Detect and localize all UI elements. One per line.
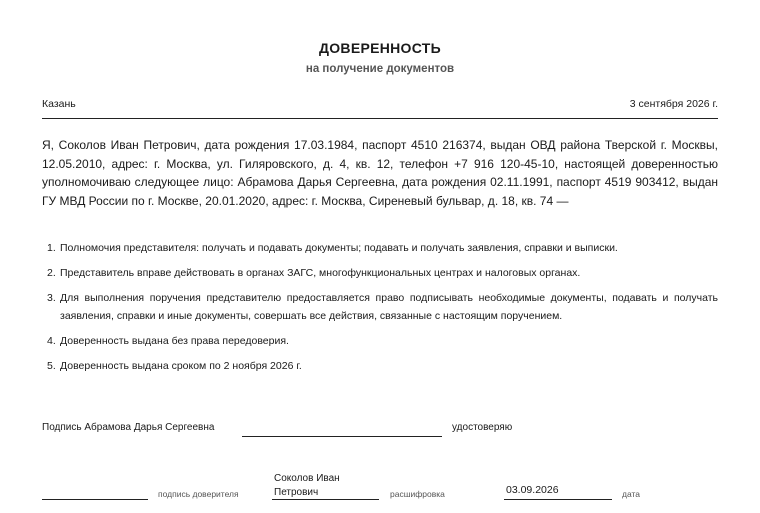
representative-signature-line: [242, 436, 442, 437]
list-item-number: 3.: [47, 292, 56, 304]
list-item-text: Доверенность выдана сроком по 2 ноября 2026 г.: [60, 360, 302, 372]
date-caption: дата: [622, 489, 641, 499]
decode-line: [272, 499, 379, 500]
list-item-number: 2.: [47, 267, 56, 279]
list-item: [42, 332, 718, 350]
decode-line2: Петрович: [274, 487, 319, 498]
list-item-number: 5.: [47, 360, 56, 372]
list-item-number: 1.: [47, 242, 56, 254]
list-item: [42, 264, 718, 282]
list-item: [42, 289, 718, 325]
signature-decode: [274, 472, 340, 500]
decode-caption: расшифровка: [390, 489, 445, 499]
header-rule: [42, 118, 718, 119]
city: Казань: [42, 98, 76, 110]
document-subtitle: на получение документов: [305, 63, 455, 75]
document-title: ДОВЕРЕННОСТЬ: [318, 40, 442, 56]
intro-paragraph: Я, Соколов Иван Петрович, дата рождения 17.03.1984, паспорт 4510 216374, выдан ОВД района Тверской г. Москвы, 12.05.2010, адрес: г. Москва, ул. Гиляровского, д. 4, кв. 12, телефон +7 916 120-45-10, настоящей доверенностью уполномочиваю следующее лицо: Абрамова Дарья Сергеевна, дата рождения 02.11.1991, паспорт 4519 903412, выдан ГУ МВД России по г. Москве, 20.01.2020, адрес: г. Москва, Сиреневый бульвар, д. 18, кв. 74 —: [42, 138, 718, 208]
list-item-text: Представитель вправе действовать в органах ЗАГС, многофункциональных центрах и налоговых органах.: [60, 267, 581, 279]
principal-signature-line: [42, 499, 148, 500]
list-item-number: 4.: [47, 335, 56, 347]
powers-list: [42, 239, 718, 382]
list-item-text: Доверенность выдана без права передоверия.: [60, 335, 289, 347]
list-item: [42, 357, 718, 375]
representative-signature-label: Подпись Абрамова Дарья Сергеевна: [42, 422, 215, 433]
principal-signature-caption: подпись доверителя: [158, 489, 239, 499]
certify-label: удостоверяю: [452, 422, 513, 433]
document-date: 3 сентября 2026 г.: [629, 98, 718, 110]
decode-line1: Соколов Иван: [274, 473, 340, 484]
sign-date-value: 03.09.2026: [506, 484, 559, 496]
sign-date-line: [504, 499, 612, 500]
list-item: [42, 239, 718, 257]
list-item-text: Для выполнения поручения представителю предоставляется право подписывать необходимые документы, подавать и получать заявления, справки и иные документы, совершать все действия, связанные с настоящим поручением.: [60, 292, 718, 322]
list-item-text: Полномочия представителя: получать и подавать документы; подавать и получать заявления, справки и выписки.: [60, 242, 618, 254]
